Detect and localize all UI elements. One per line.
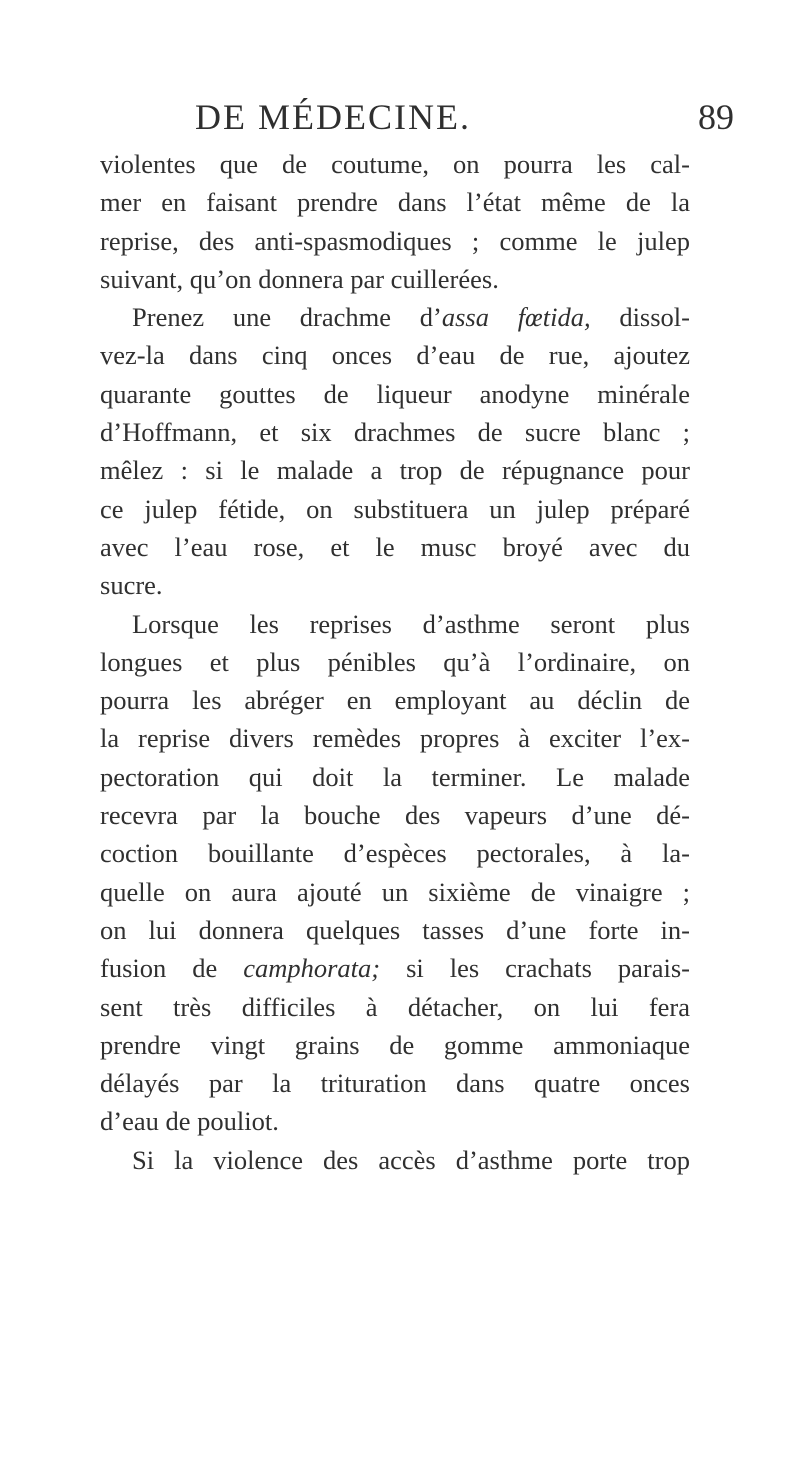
- text-line-8: d’Hoffmann, et six drachmes de sucre blanc ;: [100, 417, 690, 448]
- text-line-17: pectoration qui doit la terminer. Le malade: [100, 761, 690, 792]
- text-line-22-part-1: fusion de: [100, 953, 244, 984]
- text-line-11: avec l’eau rose, et le musc broyé avec du: [100, 531, 690, 562]
- text-line-24: prendre vingt grains de gomme ammoniaque: [100, 1029, 690, 1060]
- text-line-21: on lui donnera quelques tasses d’une forte in-: [100, 914, 690, 945]
- text-line-25: délayés par la trituration dans quatre onces: [100, 1068, 690, 1099]
- text-line-10: ce julep fétide, on substituera un julep préparé: [100, 493, 690, 524]
- text-line-5-part-1: Prenez une drachme d’: [132, 302, 442, 333]
- text-line-20: quelle on aura ajouté un sixième de vinaigre ;: [100, 876, 690, 907]
- text-line-14: longues et plus pénibles qu’à l’ordinaire, on: [100, 646, 690, 677]
- text-line-15: pourra les abréger en employant au déclin de: [100, 685, 690, 716]
- page-number: 89: [698, 97, 734, 137]
- text-line-26: d’eau de pouliot.: [100, 1106, 279, 1137]
- text-line-5: [100, 298, 690, 336]
- text-line-2: mer en faisant prendre dans l’état même de la: [100, 187, 690, 218]
- text-line-16: la reprise divers remèdes propres à exciter l’ex-: [100, 723, 690, 754]
- text-line-27: Si la violence des accès d’asthme porte trop: [132, 1144, 690, 1175]
- body-text: [100, 145, 690, 1179]
- text-line-18: recevra par la bouche des vapeurs d’une dé-: [100, 800, 690, 831]
- text-line-22: [100, 949, 690, 987]
- text-line-13: Lorsque les reprises d’asthme seront plus: [132, 608, 690, 639]
- text-line-12: sucre.: [100, 570, 163, 601]
- text-line-22-part-2: si les crachats parais-: [380, 953, 690, 984]
- text-line-19: coction bouillante d’espèces pectorales, à la-: [100, 838, 690, 869]
- text-line-3: reprise, des anti-spasmodiques ; comme le julep: [100, 225, 690, 256]
- text-line-9: mêlez : si le malade a trop de répugnance pour: [100, 455, 690, 486]
- text-line-6: vez-la dans cinq onces d’eau de rue, ajoutez: [100, 340, 690, 371]
- running-title: DE MÉDECINE.: [195, 97, 471, 137]
- text-line-1: violentes que de coutume, on pourra les cal-: [100, 149, 690, 179]
- text-line-5-part-2: dissol-: [590, 302, 690, 333]
- text-line-4: suivant, qu’on donnera par cuillerées.: [100, 263, 499, 294]
- text-line-5-italic: assa fœtida,: [441, 302, 591, 333]
- text-line-23: sent très difficiles à détacher, on lui fera: [100, 991, 690, 1022]
- text-line-7: quarante gouttes de liqueur anodyne minérale: [100, 378, 690, 409]
- text-line-22-italic: camphorata;: [243, 953, 381, 984]
- running-head: [0, 96, 800, 146]
